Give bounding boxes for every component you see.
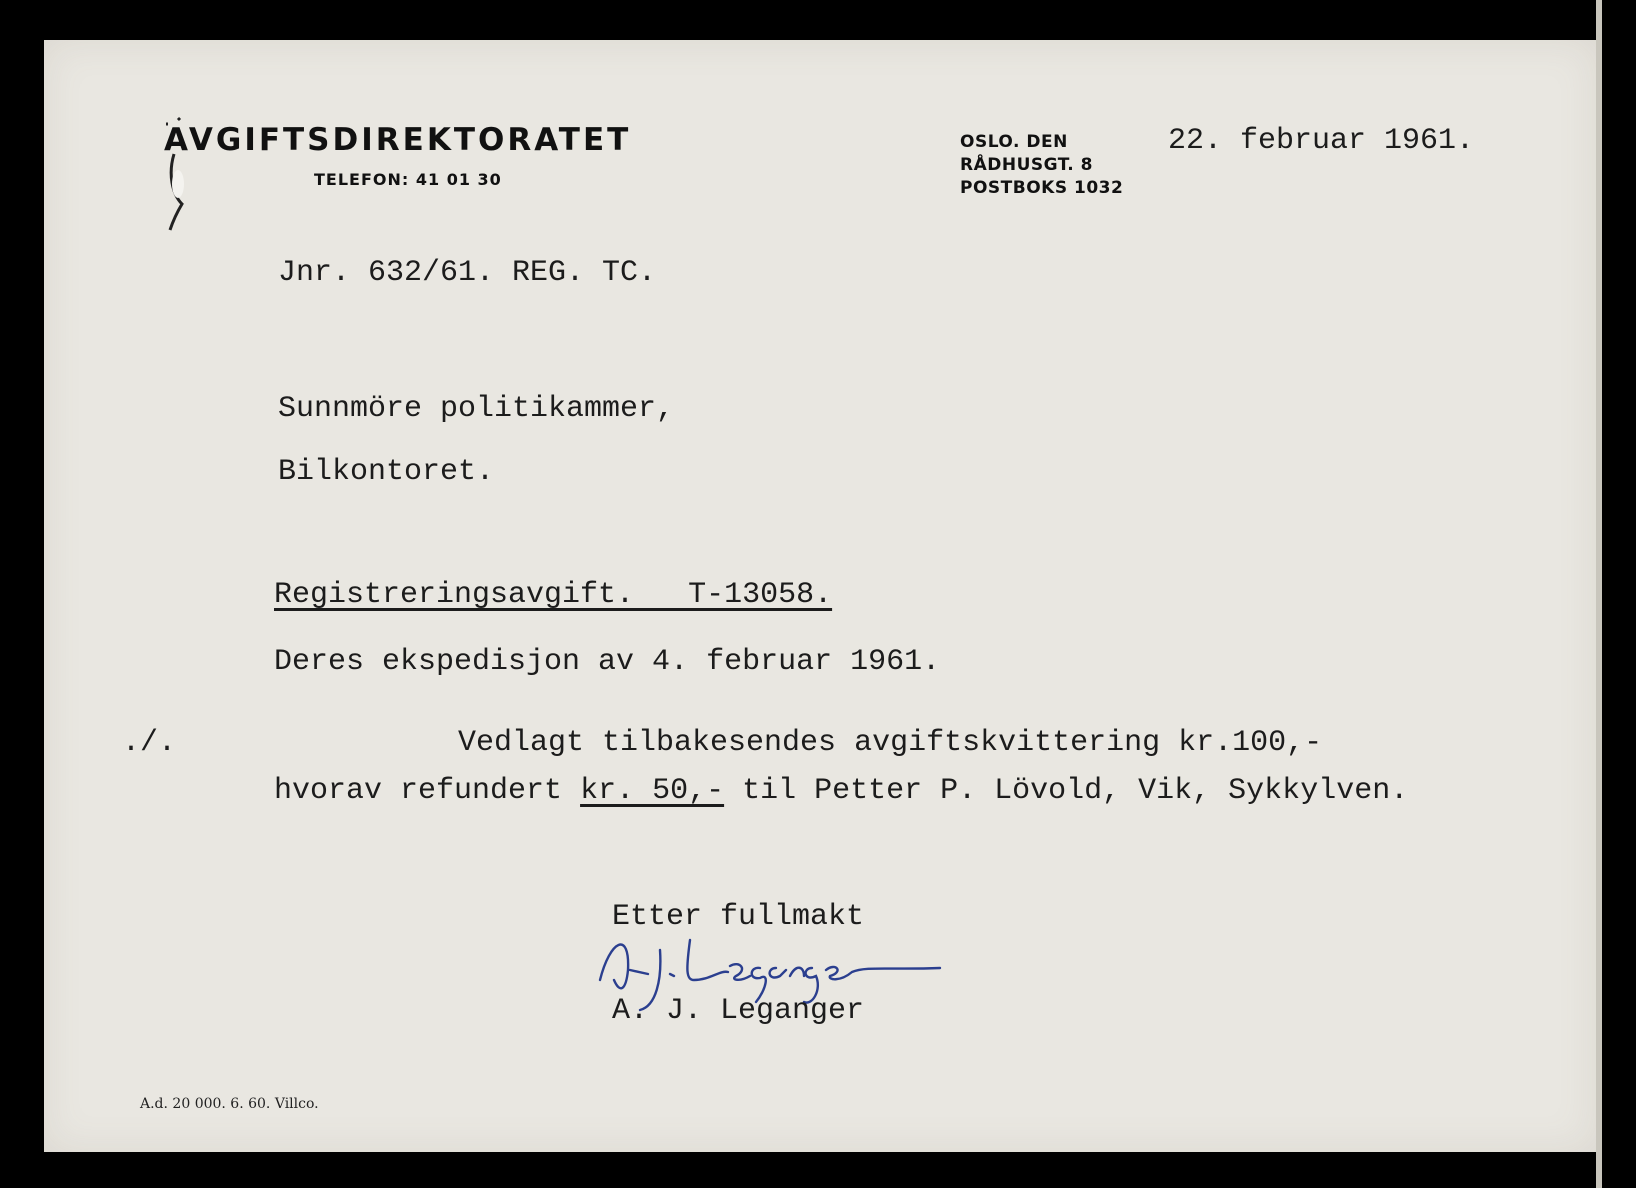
subject-line: Registreringsavgift. T-13058.	[274, 578, 833, 612]
recipient-line-1: Sunnmöre politikammer,	[278, 392, 675, 426]
address-po-box: POSTBOKS 1032	[960, 178, 1124, 198]
organization-telephone: TELEFON: 41 01 30	[314, 170, 502, 189]
recipient-line-2: Bilkontoret.	[278, 455, 495, 489]
address-city: OSLO. DEN	[960, 132, 1068, 152]
paper-edge	[1596, 0, 1602, 1188]
print-footer: A.d. 20 000. 6. 60. Villco.	[140, 1096, 319, 1112]
reference-line: Deres ekspedisjon av 4. februar 1961.	[274, 645, 941, 679]
letter-page	[44, 40, 1596, 1152]
body-line-2-prefix: hvorav refundert	[274, 774, 581, 808]
organization-name: AVGIFTSDIREKTORATET	[164, 122, 632, 158]
letter-date: 22. februar 1961.	[1168, 124, 1475, 158]
body-line-2-suffix: til Petter P. Lövold, Vik, Sykkylven.	[724, 774, 1409, 808]
refund-amount: kr. 50,-	[580, 774, 725, 808]
closing-phrase: Etter fullmakt	[612, 900, 865, 934]
journal-number: Jnr. 632/61. REG. TC.	[278, 256, 657, 290]
body-line-1: Vedlagt tilbakesendes avgiftskvittering kr.100,-	[458, 726, 1323, 760]
signer-name: A. J. Leganger	[612, 994, 865, 1028]
enclosure-marker: ./.	[122, 726, 177, 760]
address-street: RÅDHUSGT. 8	[960, 155, 1094, 175]
body-line-2	[274, 774, 1408, 808]
